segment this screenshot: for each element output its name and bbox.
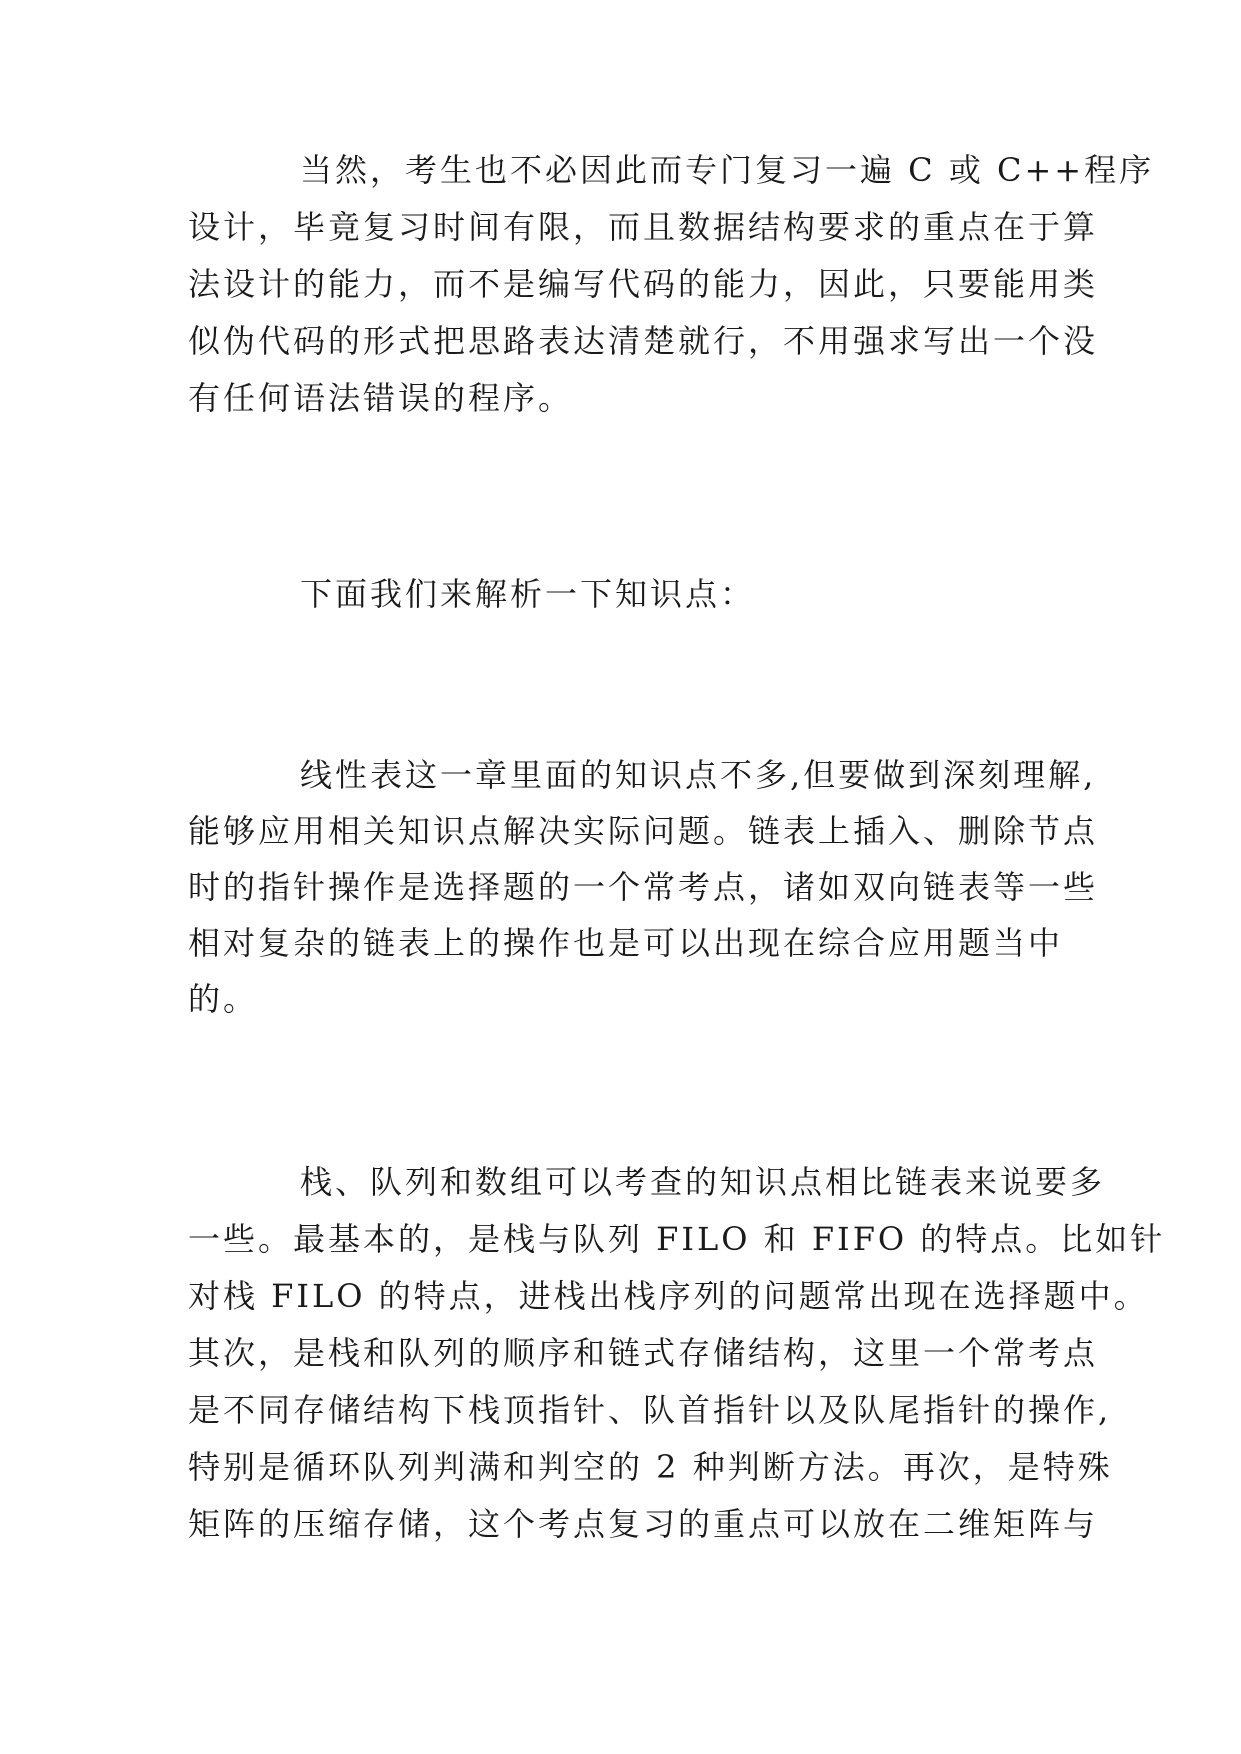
paragraph-4-line-6: 特别是循环队列判满和判空的 2 种判断方法。再次，是特殊 — [188, 1448, 1113, 1486]
paragraph-1-line-1: 当然，考生也不必因此而专门复习一遍 C 或 C++程序 — [300, 151, 1155, 189]
paragraph-4-line-2: 一些。最基本的，是栈与队列 FILO 和 FIFO 的特点。比如针 — [188, 1220, 1166, 1258]
paragraph-4-line-4: 其次，是栈和队列的顺序和链式存储结构，这里一个常考点 — [188, 1334, 1099, 1372]
paragraph-4-line-7: 矩阵的压缩存储，这个考点复习的重点可以放在二维矩阵与 — [188, 1505, 1099, 1543]
paragraph-3-line-1: 线性表这一章里面的知识点不多,但要做到深刻理解, — [300, 756, 1097, 794]
paragraph-4-line-1: 栈、队列和数组可以考查的知识点相比链表来说要多 — [300, 1163, 1106, 1201]
paragraph-2-line-1: 下面我们来解析一下知识点： — [300, 575, 756, 613]
paragraph-3-line-2: 能够应用相关知识点解决实际问题。链表上插入、删除节点 — [188, 812, 1099, 850]
paragraph-3-line-5: 的。 — [188, 980, 259, 1018]
paragraph-1-line-4: 似伪代码的形式把思路表达清楚就行，不用强求写出一个没 — [188, 322, 1099, 360]
paragraph-1-line-2: 设计，毕竟复习时间有限，而且数据结构要求的重点在于算 — [188, 208, 1099, 246]
paragraph-1-line-5: 有任何语法错误的程序。 — [188, 379, 574, 417]
paragraph-1-line-3: 法设计的能力，而不是编写代码的能力，因此，只要能用类 — [188, 265, 1099, 303]
paragraph-4-line-3: 对栈 FILO 的特点，进栈出栈序列的问题常出现在选择题中。 — [188, 1277, 1149, 1315]
paragraph-4-line-5: 是不同存储结构下栈顶指针、队首指针以及队尾指针的操作, — [188, 1391, 1112, 1429]
paragraph-3-line-4: 相对复杂的链表上的操作也是可以出现在综合应用题当中 — [188, 924, 1064, 962]
paragraph-3-line-3: 时的指针操作是选择题的一个常考点，诸如双向链表等一些 — [188, 868, 1099, 906]
